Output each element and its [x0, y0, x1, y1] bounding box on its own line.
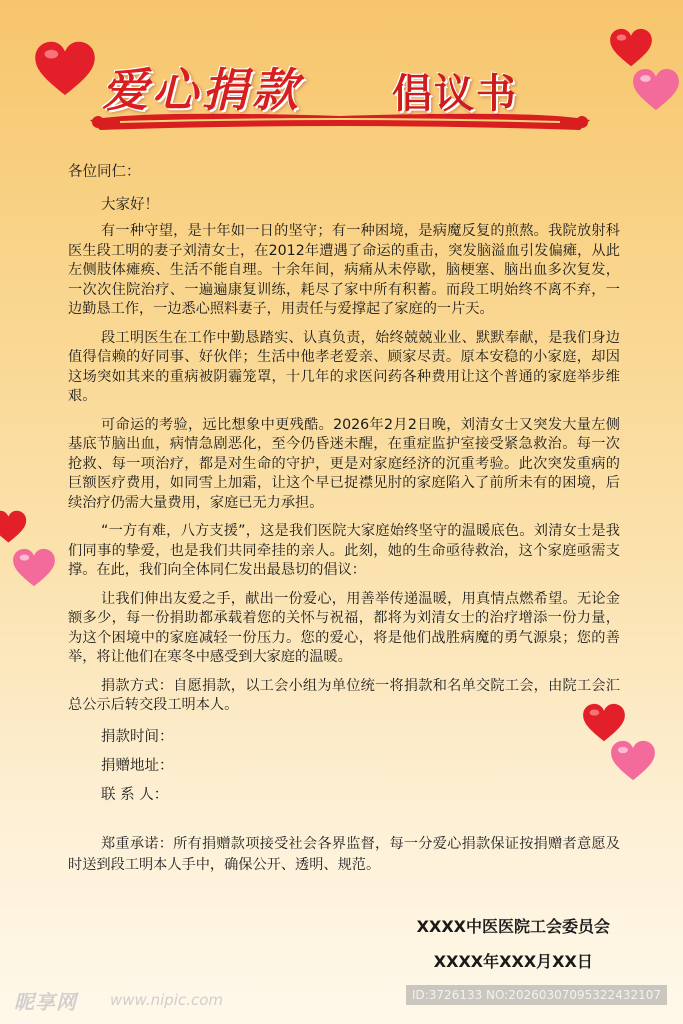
- letter-body: [68, 160, 620, 812]
- heart-icon: [632, 68, 680, 112]
- salutation: 大家好！: [101, 197, 159, 213]
- heart-icon: [609, 28, 653, 68]
- donation-method: 捐款方式：自愿捐款，以工会小组为单位统一将捐款和名单交院工会，由院工会汇总公示后转交段工明本人。: [68, 677, 620, 713]
- paragraph: 让我们伸出友爱之手，献出一份爱心，用善举传递温暖，用真情点燃希望。无论金额多少，每一份捐助都承载着您的关怀与祝福，都将为刘清女士的治疗增添一份力量，为这个困境中的家庭减轻一份压力。您的爱心，将是他们战胜病魔的勇气源泉；您的善举，将让他们在寒冬中感受到大家庭的温暖。: [68, 590, 620, 665]
- watermark-id: ID:3726133 NO:20260307095322432107: [406, 985, 667, 1005]
- paragraph: 可命运的考验，远比想象中更残酷。2026年2月2日晚，刘清女士又突发大量左侧基底节脑出血，病情急剧恶化，至今仍昏迷未醒，在重症监护室接受紧急救治。每一次抢救、每一项治疗，都是对生命的守护，更是对家庭经济的沉重考验。此次突发重病的巨额医疗费用，如同雪上加霜，让这个早已捉襟见肘的家庭陷入了前所未有的困境，后续治疗仍需大量费用，家庭已无力承担。: [68, 416, 620, 511]
- title-banner: [80, 48, 600, 143]
- donation-fields: [68, 725, 620, 804]
- donation-address-label: 捐赠地址：: [101, 757, 174, 774]
- title-sub: 倡议书: [392, 71, 518, 117]
- signature: [417, 914, 610, 972]
- signature-org: XXXX中医医院工会委员会: [416, 917, 610, 936]
- watermark-url: www.nipic.com: [110, 991, 224, 1009]
- heart-icon: [0, 510, 28, 544]
- paragraph: “一方有难，八方支援”，这是我们医院大家庭始终坚守的温暖底色。刘清女士是我们同事的挚爱，也是我们共同牵挂的亲人。此刻，她的生命亟待救治，这个家庭亟需支撑。在此，我们向全体同仁发出最恳切的倡议：: [68, 523, 620, 578]
- watermark-logo: 昵享网: [14, 990, 77, 1014]
- heart-icon: [12, 548, 56, 588]
- title-main: 爱心捐款: [102, 63, 302, 117]
- paragraph: 有一种守望，是十年如一日的坚守；有一种困境，是病魔反复的煎熬。我院放射科医生段工明的妻子刘清女士，在2012年遭遇了命运的重击，突发脑溢血引发偏瘫，从此左侧肢体瘫痪、生活不能自理。十余年间，病痛从未停歇，脑梗塞、脑出血多次复发，一次次住院治疗、一遍遍康复训练，耗尽了家中所有积蓄。而段工明始终不离不弃，一边勤恳工作，一边悉心照料妻子，用责任与爱撑起了家庭的一片天。: [68, 223, 620, 317]
- contact-person-label: 联 系 人：: [101, 786, 169, 803]
- paragraph: 段工明医生在工作中勤恳踏实、认真负责，始终兢兢业业、默默奉献，是我们身边值得信赖的好同事、好伙伴；生活中他孝老爱亲、顾家尽责。原本安稳的小家庭，却因这场突如其来的重病被阴霾笼罩，十几年的求医问药各种费用让这个普通的家庭举步维艰。: [68, 329, 620, 404]
- heart-icon: [34, 40, 96, 98]
- donation-time-label: 捐款时间：: [101, 728, 174, 745]
- signature-date: XXXX年XXX月XX日: [433, 952, 593, 971]
- greeting: 各位同仁：: [68, 164, 141, 180]
- commitment: 郑重承诺：所有捐赠款项接受社会各界监督，每一分爱心捐款保证按捐赠者意愿及时送到段工明本人手中，确保公开、透明、规范。: [68, 836, 620, 874]
